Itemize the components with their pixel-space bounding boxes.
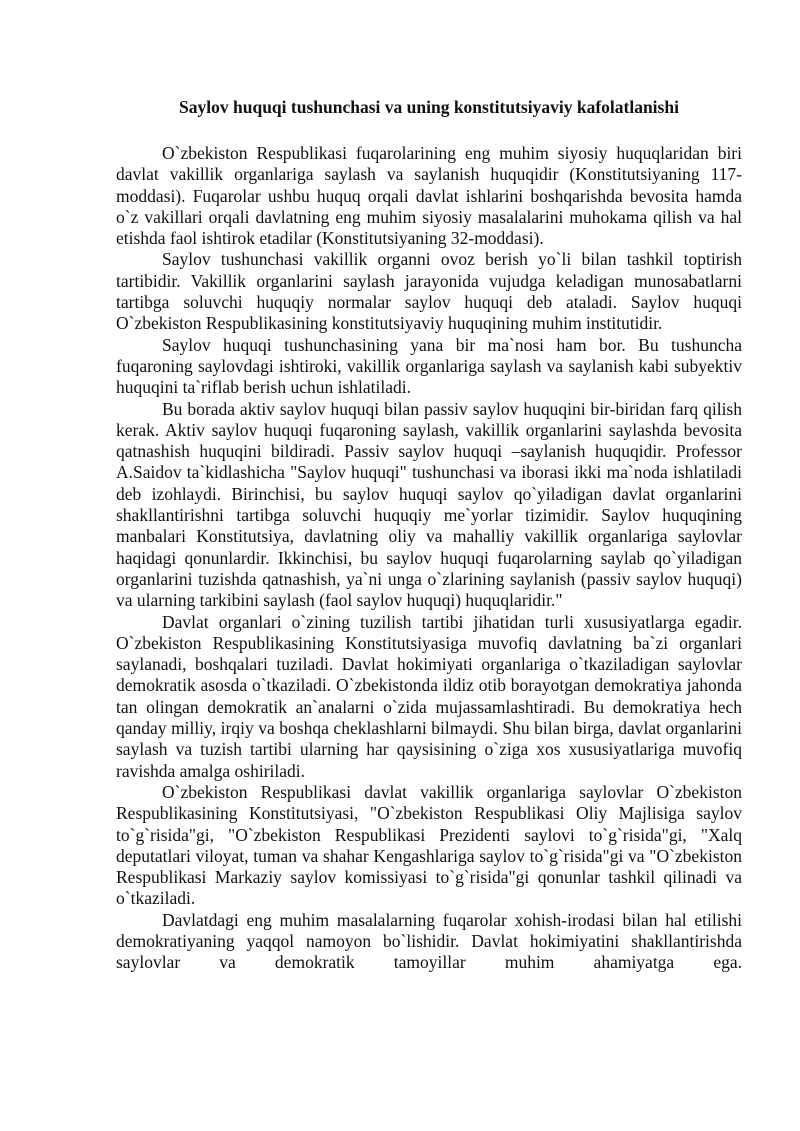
- document-title: Saylov huquqi tushunchasi va uning konstitutsiyaviy kafolatlanishi: [179, 97, 679, 117]
- paragraph-4: Bu borada aktiv saylov huquqi bilan passiv saylov huquqini bir-biridan farq qilish kerak. Aktiv saylov huquqi fuqaroning saylash, vakillik organlarini saylashda bevosita qatnashish huquqini bildiradi. Passiv saylov huquqi –saylanish huquqidir. Professor A.Saidov ta`kidlashicha "Saylov huquqi" tushunchasi va iborasi ikki ma`noda ishlatiladi deb izohlaydi. Birinchisi, bu saylov huquqi saylov qo`yiladigan davlat organlarini shakllantirishni tartibga soluvchi huquqiy me`yorlar tizimidir. Saylov huquqining manbalari Konstitutsiya, davlatning oliy va mahalliy vakillik organlariga saylovlar haqidagi qonunlardir. Ikkinchisi, bu saylov huquqi fuqarolarning saylab qo`yiladigan organlarini tuzishda qatnashish, ya`ni unga o`zlarining saylanish (passiv saylov huquqi) va ularning tarkibini saylash (faol saylov huquqi) huquqlaridir.": [116, 398, 742, 611]
- paragraph-2: Saylov tushunchasi vakillik organni ovoz berish yo`li bilan tashkil toptirish tartibidir. Vakillik organlarini saylash jarayonida vujudga keladigan munosabatlarni tartibga soluvchi huquqiy normalar saylov huquqi deb ataladi. Saylov huquqi O`zbekiston Respublikasining konstitutsiyaviy huquqining muhim institutidir.: [116, 249, 742, 334]
- paragraph-7: Davlatdagi eng muhim masalalarning fuqarolar xohish-irodasi bilan hal etilishi demokratiyaning yaqqol namoyon bo`lishidir. Davlat hokimiyatini shakllantirishda saylovlar va demokratik tamoyillar muhim ahamiyatga ega.: [116, 909, 742, 973]
- paragraph-6: O`zbekiston Respublikasi davlat vakillik organlariga saylovlar O`zbekiston Respublikasining Konstitutsiyasi, "O`zbekiston Respublikasi Oliy Majlisiga saylov to`g`risida"gi, "O`zbekiston Respublikasi Prezidenti saylovi to`g`risida"gi, "Xalq deputatlari viloyat, tuman va shahar Kengashlariga saylov to`g`risida"gi va "O`zbekiston Respublikasi Markaziy saylov komissiyasi to`g`risida"gi qonunlar tashkil qilinadi va o`tkaziladi.: [116, 781, 742, 909]
- paragraph-5: Davlat organlari o`zining tuzilish tartibi jihatidan turli xususiyatlarga egadir. O`zbekiston Respublikasining Konstitutsiyasiga muvofiq davlatning ba`zi organlari saylanadi, boshqalari tuziladi. Davlat hokimiyati organlariga o`tkaziladigan saylovlar demokratik asosda o`tkaziladi. O`zbekistonda ildiz otib borayotgan demokratiya jahonda tan olingan demokratik an`analarni o`zida mujassamlashtiradi. Bu demokratiya hech qanday milliy, irqiy va boshqa cheklashlarni bilmaydi. Shu bilan birga, davlat organlarini saylash va tuzish tartibi ularning har qaysisining o`ziga xos xususiyatlariga muvofiq ravishda amalga oshiriladi.: [116, 611, 742, 781]
- paragraph-1: O`zbekiston Respublikasi fuqarolarining eng muhim siyosiy huquqlaridan biri davlat vakillik organlariga saylash va saylanish huquqidir (Konstitutsiyaning 117-moddasi). Fuqarolar ushbu huquq orqali davlat ishlarini boshqarishda bevosita hamda o`z vakillari orqali davlatning eng muhim siyosiy masalalarini muhokama qilish va hal etishda faol ishtirok etadilar (Konstitutsiyaning 32-moddasi).: [116, 143, 742, 249]
- document-page: [116, 96, 742, 974]
- paragraph-3: Saylov huquqi tushunchasining yana bir ma`nosi ham bor. Bu tushuncha fuqaroning saylovdagi ishtiroki, vakillik organlariga saylash va saylanish kabi subyektiv huquqini ta`riflab berish uchun ishlatiladi.: [116, 334, 742, 398]
